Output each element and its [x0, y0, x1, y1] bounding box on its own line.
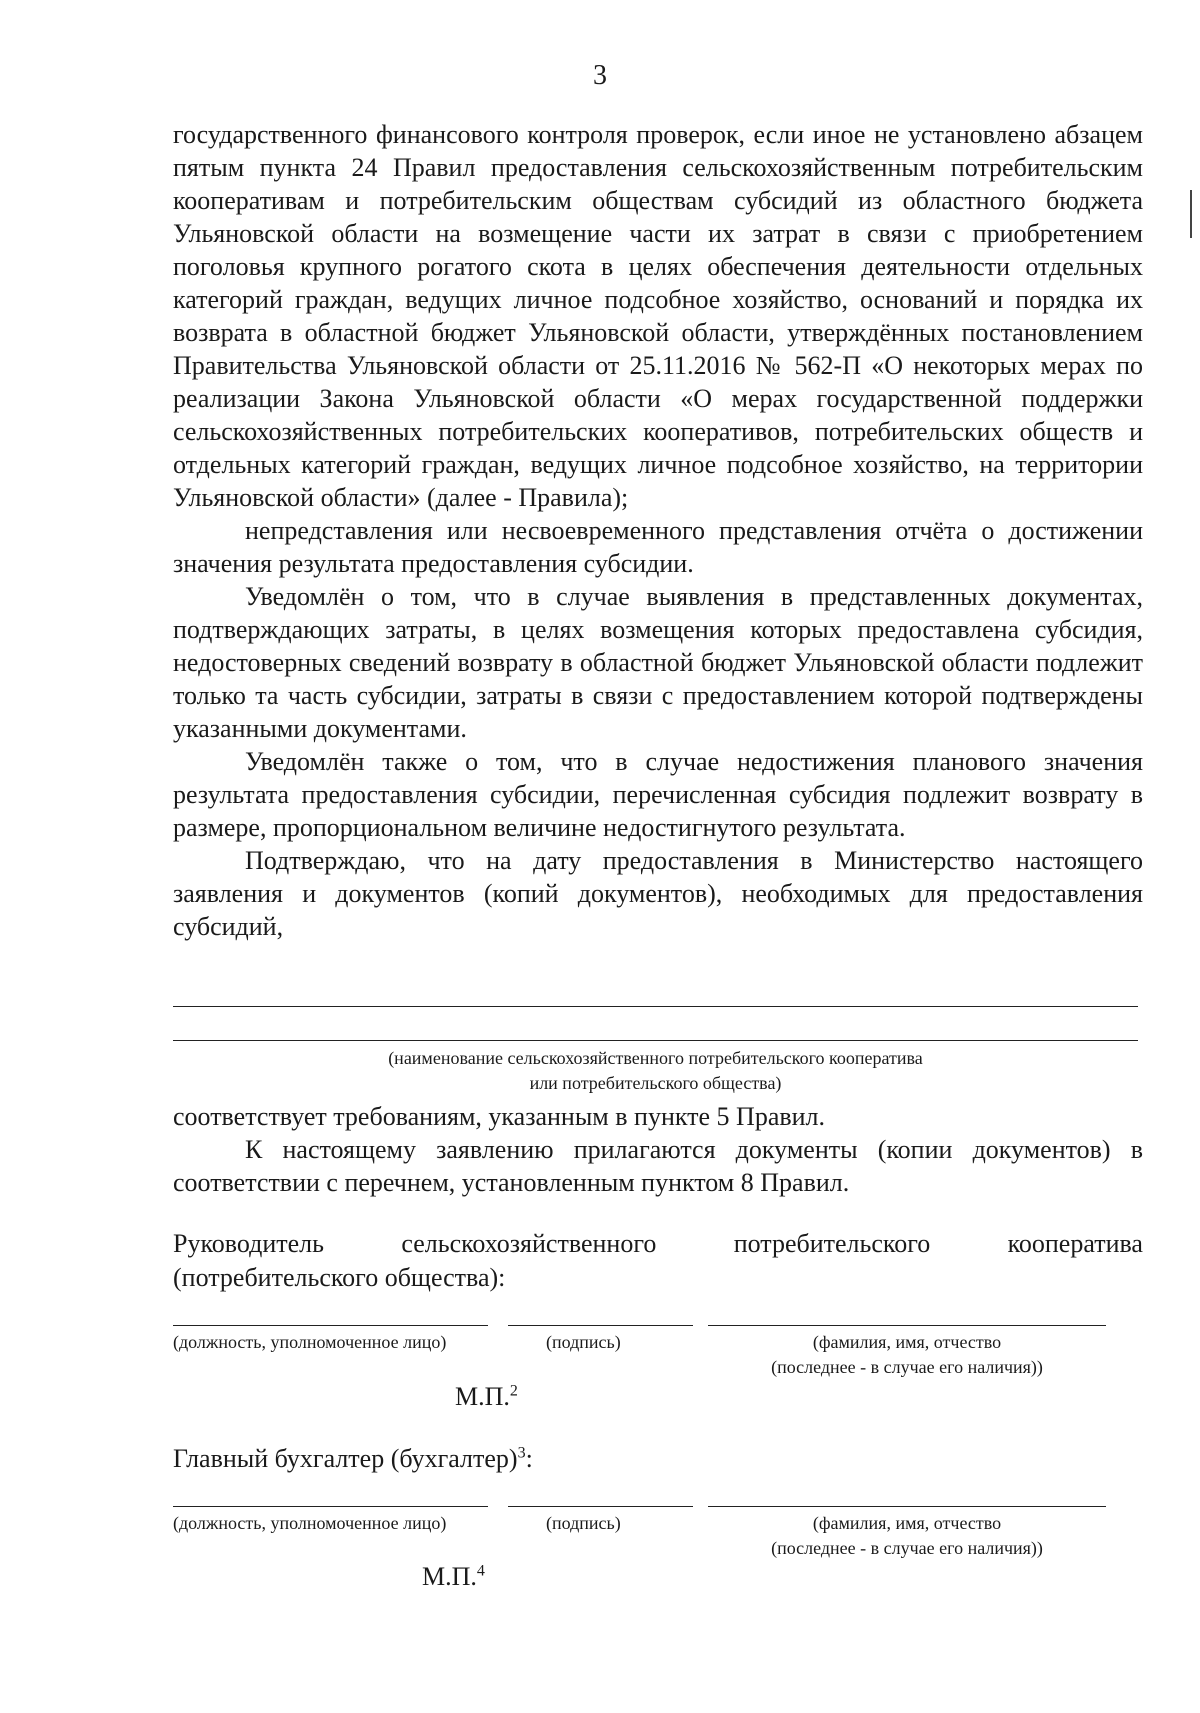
- head-word-2: сельскохозяйственного: [401, 1229, 657, 1258]
- margin-mark: [1190, 190, 1192, 238]
- accountant-signature-caption: (подпись): [546, 1513, 621, 1533]
- accountant-fio-caption-line-2: (последнее - в случае его наличия)): [771, 1538, 1043, 1558]
- paragraph-1: государственного финансового контроля проверок, если иное не установлено абзацем пятым пункта 24 Правил предоставления сельскохозяйственным потребительским кооперативам и потребительским обществам субсидий из областного бюджета Ульяновской области на возмещение части их затрат в связи с приобретением поголовья крупного рогатого скота в целях обеспечения деятельности отдельных категорий граждан, ведущих личное подсобное хозяйство, оснований и порядка их возврата в областной бюджет Ульяновской области, утверждённых постановлением Правительства Ульяновской области от 25.11.2016 № 562-П «О некоторых мерах по реализации Закона Ульяновской области «О мерах государственной поддержки сельскохозяйственных потребительских кооперативов, потребительских обществ и отдельных категорий граждан, ведущих личное подсобное хозяйство, на территории Ульяновской области» (далее - Правила);: [173, 120, 1143, 512]
- org-caption-line-1: (наименование сельскохозяйственного потребительского кооператива: [388, 1048, 923, 1068]
- head-fio-caption-line-2: (последнее - в случае его наличия)): [771, 1357, 1043, 1377]
- paragraph-7: К настоящему заявлению прилагаются документы (копии документов) в соответствии с перечнем, установленным пунктом 8 Правил.: [173, 1135, 1143, 1197]
- after-caption-text: [173, 1100, 1143, 1199]
- head-word-4: кооператива: [1007, 1229, 1143, 1258]
- page-number: 3: [593, 60, 607, 91]
- head-word-3: потребительского: [733, 1229, 931, 1258]
- org-name-line-2[interactable]: [173, 1040, 1138, 1041]
- head-fio-caption-line-1: (фамилия, имя, отчество: [812, 1332, 1002, 1352]
- head-fio-line[interactable]: [708, 1325, 1106, 1326]
- org-caption-line-2: или потребительского общества): [529, 1073, 782, 1093]
- head-position-line[interactable]: [173, 1325, 488, 1326]
- head-word-1: Руководитель: [173, 1229, 324, 1258]
- paragraph-3: Уведомлён о том, что в случае выявления в представленных документах, подтверждающих затраты, в целях возмещения которых предоставлена субсидия, недостоверных сведений возврату в областной бюджет Ульяновской области подлежит только та часть субсидии, затраты в связи с предоставлением которой подтверждены указанными документами.: [173, 582, 1143, 743]
- head-fio-caption: [708, 1330, 1106, 1380]
- accountant-fio-line[interactable]: [708, 1506, 1106, 1507]
- head-signature-caption: (подпись): [546, 1332, 621, 1352]
- accountant-fio-caption-line-1: (фамилия, имя, отчество: [812, 1513, 1002, 1533]
- accountant-signature-line[interactable]: [508, 1506, 693, 1507]
- stamp-place-1: М.П.$^2$: [455, 1382, 518, 1411]
- accountant-title: Главный бухгалтер (бухгалтер)$^3$:: [173, 1444, 533, 1473]
- paragraph-5: Подтверждаю, что на дату предоставления в Министерство настоящего заявления и документов (копий документов), необходимых для предоставления субсидий,: [173, 846, 1143, 941]
- accountant-fio-caption: [708, 1511, 1106, 1561]
- head-signature-title: [173, 1227, 1143, 1295]
- stamp-place-2: М.П.$^4$: [422, 1562, 485, 1591]
- head-signature-line[interactable]: [508, 1325, 693, 1326]
- paragraph-2: непредставления или несвоевременного представления отчёта о достижении значения результата предоставления субсидии.: [173, 516, 1143, 578]
- paragraph-4: Уведомлён также о том, что в случае недостижения планового значения результата предоставления субсидии, перечисленная субсидия подлежит возврату в размере, пропорциональном величине недостигнутого результата.: [173, 747, 1143, 842]
- org-name-line-1[interactable]: [173, 1006, 1138, 1007]
- accountant-position-caption: (должность, уполномоченное лицо): [173, 1513, 447, 1533]
- main-text: [173, 118, 1143, 943]
- accountant-position-line[interactable]: [173, 1506, 488, 1507]
- head-title-line-2: (потребительского общества):: [173, 1263, 506, 1292]
- paragraph-6: соответствует требованиям, указанным в пункте 5 Правил.: [173, 1102, 826, 1131]
- org-name-caption: [173, 1046, 1138, 1096]
- head-position-caption: (должность, уполномоченное лицо): [173, 1332, 447, 1352]
